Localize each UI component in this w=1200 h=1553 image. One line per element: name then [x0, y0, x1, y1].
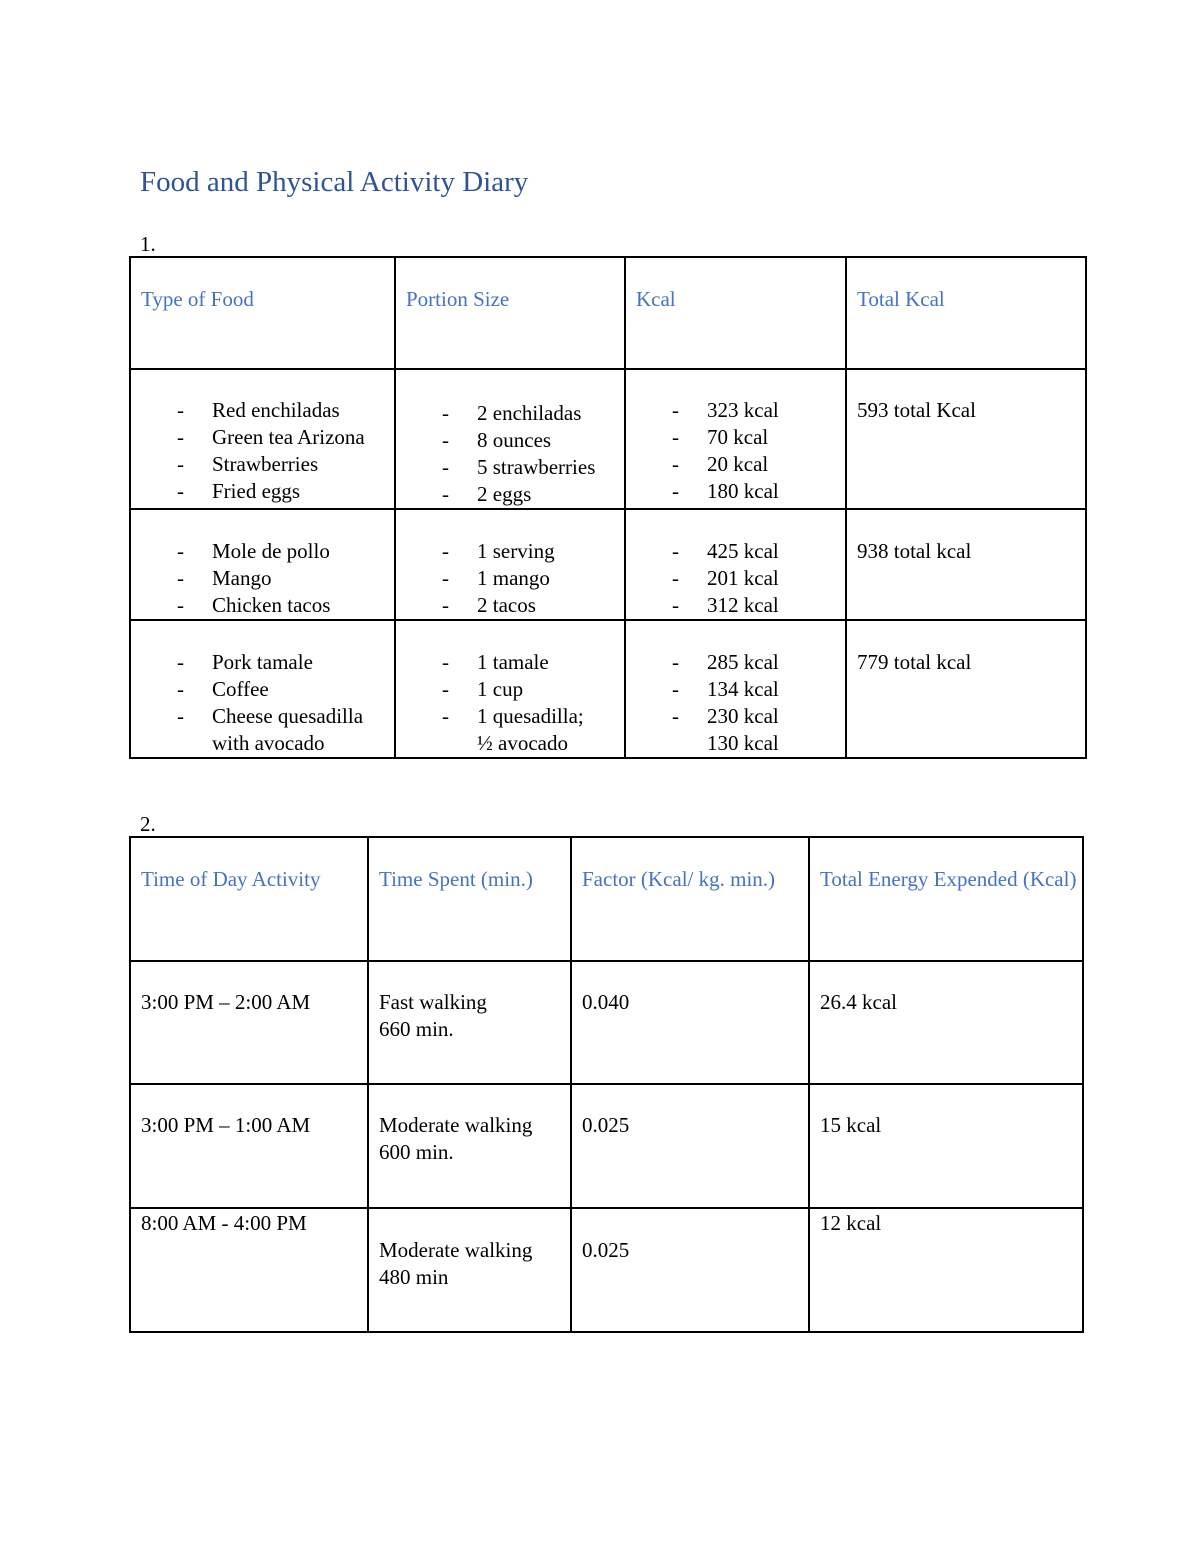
list-item: - Mole de pollo [177, 539, 330, 563]
time-of-day-cell: 8:00 AM - 4:00 PM [130, 1208, 368, 1332]
table-row [130, 1084, 1083, 1208]
factor-cell: 0.025 [571, 1084, 809, 1208]
energy-expended-cell: 26.4 kcal [809, 961, 1083, 1084]
header-time-of-day-activity: Time of Day Activity [130, 837, 368, 961]
list-item: - 20 kcal [672, 452, 769, 476]
time-of-day-cell: 3:00 PM – 1:00 AM [130, 1084, 368, 1208]
list-item: - 2 tacos [442, 593, 536, 617]
list-item: - 1 tamale [442, 650, 549, 674]
list-item: - Pork tamale [177, 650, 313, 674]
time-of-day-cell: 3:00 PM – 2:00 AM [130, 961, 368, 1084]
food-list [130, 369, 395, 509]
header-total-energy-expended: Total Energy Expended (Kcal) [809, 837, 1083, 961]
total-kcal-cell: 779 total kcal [846, 620, 1086, 758]
list-item: - 2 enchiladas [442, 401, 582, 425]
header-kcal: Kcal [625, 257, 846, 369]
kcal-list [625, 369, 846, 509]
list-item: - Red enchiladas [177, 398, 340, 422]
header-portion-size: Portion Size [395, 257, 625, 369]
list-item: - Fried eggs [177, 479, 301, 503]
list-item: - 2 eggs [442, 482, 532, 506]
table-row [130, 620, 1086, 758]
list-item: - Chicken tacos [177, 593, 331, 617]
header-total-kcal: Total Kcal [846, 257, 1086, 369]
activity-table [129, 836, 1084, 1333]
food-table [129, 256, 1087, 759]
table-row [130, 1208, 1083, 1332]
section-number-2: 2. [140, 812, 156, 836]
list-item: - 1 mango [442, 566, 550, 590]
portion-list [395, 620, 625, 758]
list-item: - 201 kcal [672, 566, 779, 590]
portion-list [395, 369, 625, 509]
food-table-header-row [130, 257, 1086, 369]
food-list [130, 509, 395, 620]
activity-table-header-row [130, 837, 1083, 961]
list-item: - 312 kcal [672, 593, 779, 617]
list-item: - Cheese quesadilla with avocado [177, 704, 364, 755]
list-item: - Coffee [177, 677, 269, 701]
table-row [130, 369, 1086, 509]
time-spent-cell: Moderate walking 600 min. [368, 1084, 571, 1208]
energy-expended-cell: 12 kcal [809, 1208, 1083, 1332]
header-type-of-food: Type of Food [130, 257, 395, 369]
document-title: Food and Physical Activity Diary [140, 166, 529, 198]
kcal-list [625, 509, 846, 620]
kcal-list [625, 620, 846, 758]
list-item: - 180 kcal [672, 479, 779, 503]
table-row [130, 961, 1083, 1084]
list-item: - 230 kcal 130 kcal [672, 704, 779, 755]
list-item: - 1 serving [442, 539, 555, 563]
list-item: - 8 ounces [442, 428, 552, 452]
total-kcal-cell: 938 total kcal [846, 509, 1086, 620]
section-number-1: 1. [140, 232, 156, 256]
factor-cell: 0.040 [571, 961, 809, 1084]
time-spent-cell: Fast walking 660 min. [368, 961, 571, 1084]
list-item: - 5 strawberries [442, 455, 596, 479]
food-list [130, 620, 395, 758]
list-item: - 70 kcal [672, 425, 769, 449]
factor-cell: 0.025 [571, 1208, 809, 1332]
list-item: - 1 cup [442, 677, 524, 701]
time-spent-cell: Moderate walking 480 min [368, 1208, 571, 1332]
list-item: - 285 kcal [672, 650, 779, 674]
total-kcal-cell: 593 total Kcal [846, 369, 1086, 509]
list-item: - Strawberries [177, 452, 319, 476]
list-item: - Green tea Arizona [177, 425, 365, 449]
energy-expended-cell: 15 kcal [809, 1084, 1083, 1208]
portion-list [395, 509, 625, 620]
list-item: - Mango [177, 566, 272, 590]
list-item: - 1 quesadilla; ½ avocado [442, 704, 584, 755]
table-row [130, 509, 1086, 620]
header-factor: Factor (Kcal/ kg. min.) [571, 837, 809, 961]
header-time-spent: Time Spent (min.) [368, 837, 571, 961]
list-item: - 425 kcal [672, 539, 779, 563]
list-item: - 323 kcal [672, 398, 779, 422]
list-item: - 134 kcal [672, 677, 779, 701]
